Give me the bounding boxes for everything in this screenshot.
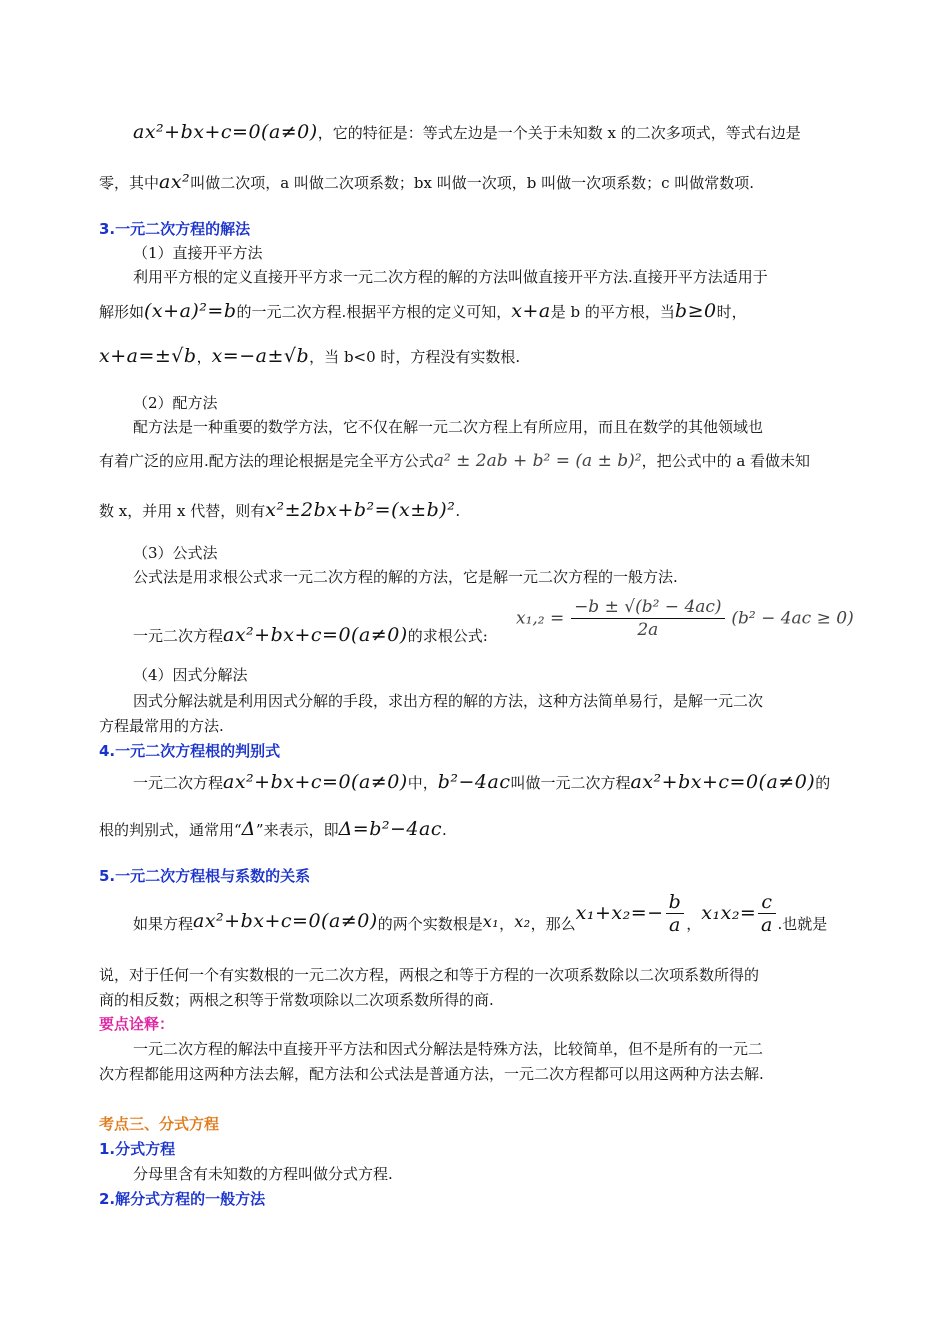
text: 一元二次方程 [133,627,224,645]
paragraph-line: 公式法是用求根公式求一元二次方程的解的方法，它是解一元二次方程的一般方法. [133,568,678,586]
root-x1: x₁ [482,912,500,931]
formula: b≥0 [674,300,717,322]
formula-denominator: 2a [637,620,659,640]
text: ”来表示，即 [255,821,339,839]
product-formula-lhs: x₁x₂= [701,902,757,924]
text: 是 b 的平方根，当 [550,303,675,321]
subsection-heading-general-method: 2.解分式方程的一般方法 [99,1190,266,1208]
text: 一元二次方程 [133,774,224,792]
text: ，当 b<0 时，方程没有实数根. [309,348,521,366]
subheading-formula-method: （3）公式法 [133,544,218,562]
text: ， [686,915,702,933]
root-x2: x₂ [514,912,531,931]
formula-fraction [571,596,725,641]
quadratic-term: ax² [159,171,191,193]
text: ，那么 [530,915,576,933]
subheading-factoring: （4）因式分解法 [133,666,248,684]
subheading-completing-square: （2）配方法 [133,394,218,412]
text: 叫做一元二次方程 [510,774,631,792]
formula: x²±2bx+b²=(x±b)² [265,499,456,521]
text: 叫做二次项，a 叫做二次项系数；bx 叫做一次项，b 叫做一次项系数；c 叫做常数项. [190,174,755,192]
definition-line-1 [133,122,801,143]
formula: b²−4ac [437,771,511,793]
product-denominator: a [761,913,773,936]
text: 如果方程 [133,915,194,933]
product-numerator: c [758,891,775,914]
paragraph-line: 说，对于任何一个有实数根的一元二次方程，两根之和等于方程的一次项系数除以二次项系数所得的 [99,966,760,984]
quadratic-general-form: ax²+bx+c=0(a≠0) [133,121,318,143]
formula: x=−a±√b [211,345,310,367]
text: . [441,821,447,839]
text: 中， [407,774,438,792]
paragraph-line [133,772,830,793]
paragraph-line [99,819,447,840]
sum-numerator: b [666,891,685,914]
sum-fraction [666,891,685,936]
paragraph-line [133,625,488,646]
text: 根的判别式，通常用“ [99,821,242,839]
paragraph-line: 方程最常用的方法. [99,717,224,735]
delta-symbol: Δ [241,818,256,840]
section-heading-fractional-equations: 考点三、分式方程 [99,1115,220,1133]
text: ， [499,915,515,933]
formula: x+a [511,300,551,322]
formula: x+a=±√b [99,345,197,367]
product-fraction [758,891,775,936]
formula: ax²+bx+c=0(a≠0) [223,624,408,646]
text: 数 x，并用 x 代替，则有 [99,502,266,520]
text: ，把公式中的 a 看做未知 [641,452,811,470]
paragraph-line: 利用平方根的定义直接开平方求一元二次方程的解的方法叫做直接开平方法.直接开平方法适用于 [133,268,768,286]
paragraph-line [99,500,460,521]
text: 的求根公式: [407,627,488,645]
paragraph-line: x+a=±√b，x=−a±√b，当 b<0 时，方程没有实数根. [99,345,521,367]
paragraph-line: 分母里含有未知数的方程叫做分式方程. [133,1165,393,1183]
subheading-direct-root: （1）直接开平方法 [133,244,263,262]
quadratic-formula [516,596,854,641]
text: 零，其中 [99,174,160,192]
formula: (x+a)²=b [144,300,237,322]
text: 的 [815,774,831,792]
formula-condition: (b² − 4ac ≥ 0) [731,608,854,629]
text: ，它的特征是：等式左边是一个关于未知数 x 的二次多项式，等式右边是 [317,124,801,142]
text: 时， [716,303,747,321]
text: .也就是 [777,915,828,933]
text: 解形如 [99,303,145,321]
perfect-square-formula: a² ± 2ab + b² = (a ± b)² [433,451,642,471]
notes-heading: 要点诠释： [99,1015,175,1033]
section-heading-vieta: 5.一元二次方程根与系数的关系 [99,867,311,885]
text: . [455,502,461,520]
paragraph-line [99,451,810,471]
paragraph-line [133,890,827,940]
paragraph-line: 一元二次方程的解法中直接开平方法和因式分解法是特殊方法，比较简单，但不是所有的一元二 [133,1040,764,1058]
section-heading-solving-methods: 3.一元二次方程的解法 [99,220,251,238]
section-heading-discriminant: 4.一元二次方程根的判别式 [99,742,281,760]
paragraph-line: 配方法是一种重要的数学方法，它不仅在解一元二次方程上有所应用，而且在数学的其他领域也 [133,418,764,436]
sum-formula-lhs: x₁+x₂=− [575,902,664,924]
formula: ax²+bx+c=0(a≠0) [193,910,378,932]
text: 有着广泛的应用.配方法的理论根据是完全平方公式 [99,452,434,470]
definition-line-2 [99,172,754,193]
formula: ax²+bx+c=0(a≠0) [223,771,408,793]
paragraph-line: 商的相反数；两根之积等于常数项除以二次项系数所得的商. [99,991,494,1009]
sum-denominator: a [669,913,681,936]
text: 的一元二次方程.根据平方根的定义可知， [236,303,512,321]
paragraph-line: 次方程都能用这两种方法去解，配方法和公式法是普通方法，一元二次方程都可以用这两种方法去解. [99,1065,764,1083]
subsection-heading-fractional-equation: 1.分式方程 [99,1140,176,1158]
paragraph-line [99,301,747,322]
paragraph-line: 因式分解法就是利用因式分解的手段，求出方程的解的方法，这种方法简单易行，是解一元二次 [133,692,764,710]
formula: Δ=b²−4ac [338,818,442,840]
formula: ax²+bx+c=0(a≠0) [630,771,816,793]
text: 的两个实数根是 [377,915,483,933]
formula-numerator: −b ± √(b² − 4ac) [571,596,725,619]
formula-lhs: x₁,₂ = [516,608,565,629]
